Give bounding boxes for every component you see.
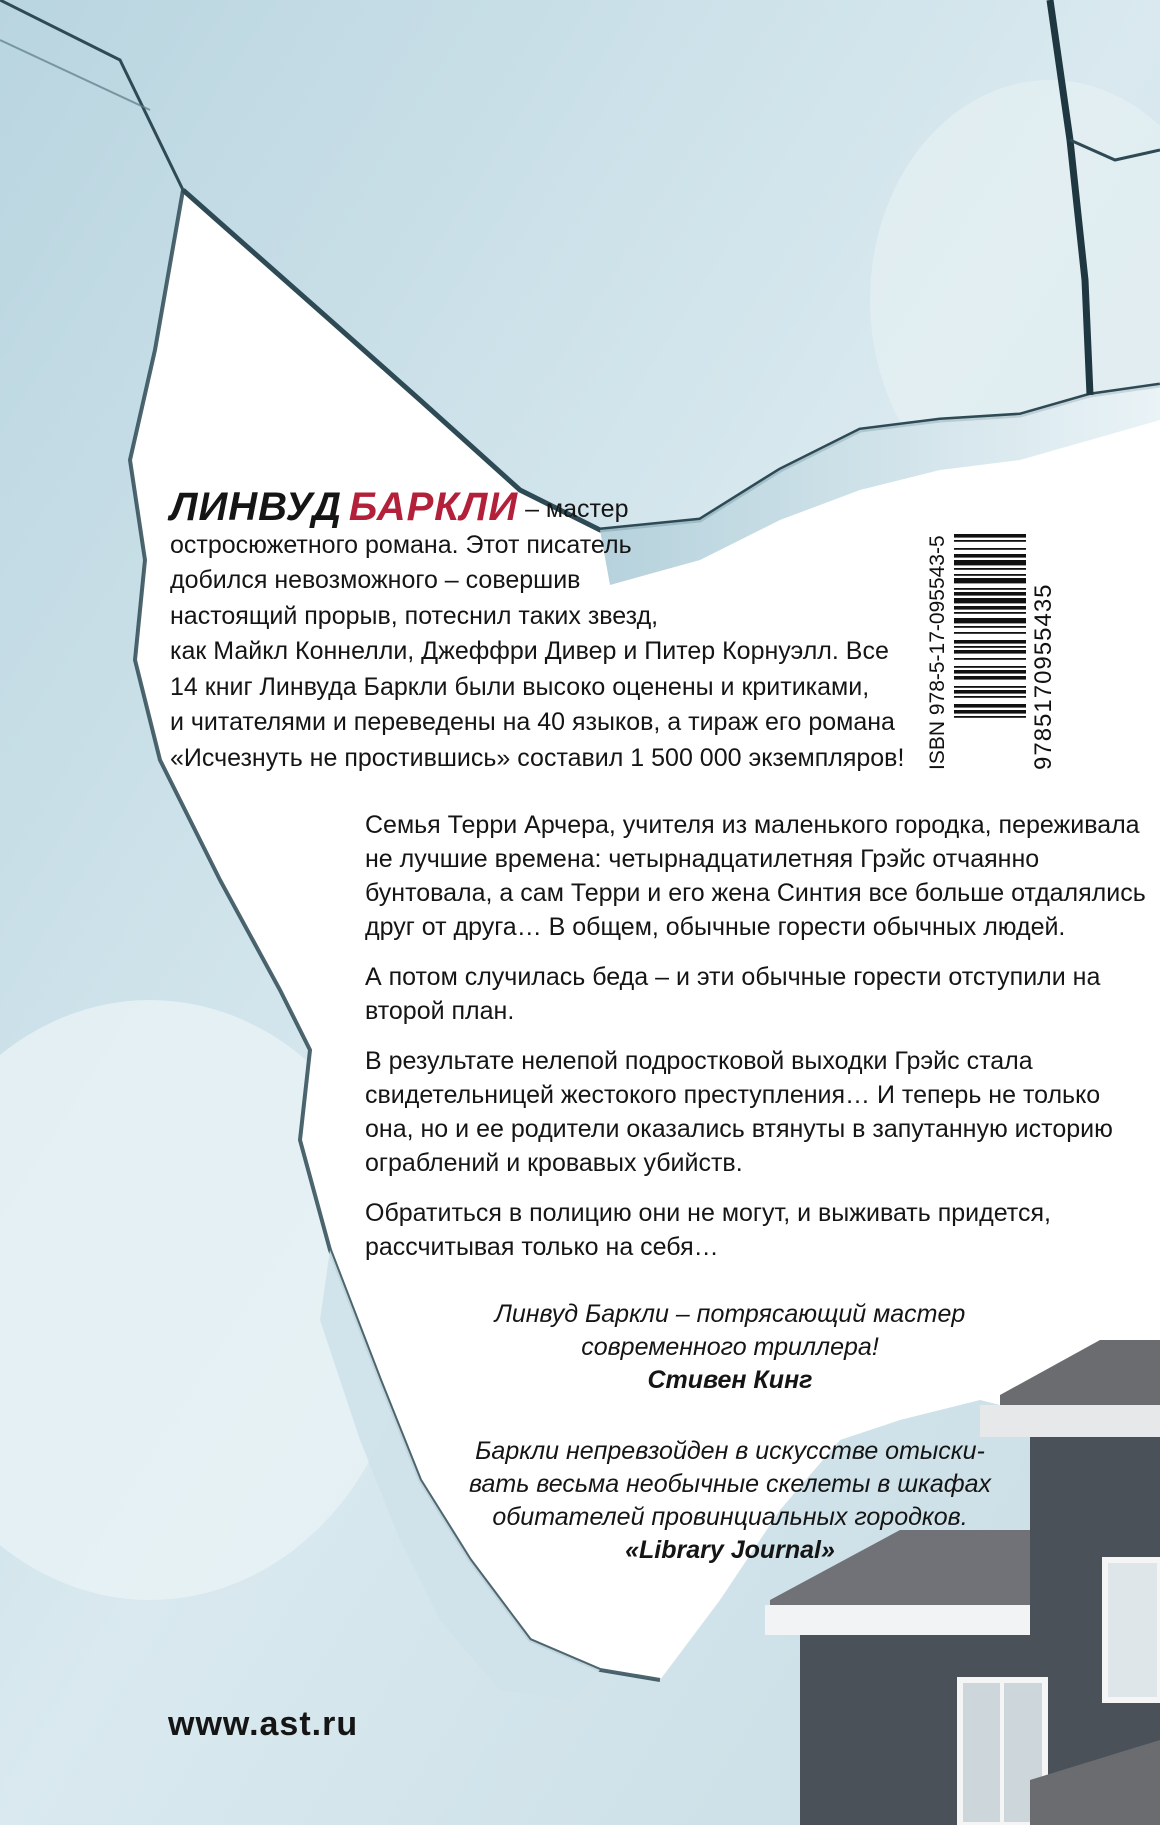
synopsis: [365, 808, 1146, 1280]
barcode-bar: [954, 560, 1026, 565]
barcode-bar: [954, 704, 1026, 708]
quote-line: Линвуд Баркли – потрясающий мастер: [494, 1300, 966, 1328]
synopsis-paragraph: [365, 808, 1146, 944]
barcode-bar: [954, 548, 1026, 550]
barcode-bar: [954, 534, 1026, 538]
barcode-bar: [954, 540, 1026, 542]
barcode-bar: [954, 686, 1026, 688]
barcode-bar: [954, 612, 1026, 614]
ean-digits: 9785170955435: [1030, 583, 1057, 770]
synopsis-line: ограблений и кровавых убийств.: [365, 1149, 743, 1177]
barcode-bar: [954, 640, 1026, 644]
quote-source: Стивен Кинг: [647, 1366, 813, 1394]
synopsis-paragraph: [365, 1196, 1085, 1264]
author-first-name: ЛИНВУД: [170, 485, 342, 529]
barcode-bar: [954, 690, 1026, 694]
quote-source: «Library Journal»: [625, 1536, 835, 1564]
barcode-bar: [954, 646, 1026, 648]
isbn-number: ISBN 978-5-17-095543-5: [926, 535, 949, 770]
synopsis-paragraph: [365, 1044, 1113, 1180]
barcode-bar: [954, 554, 1026, 558]
barcode-bar: [954, 606, 1026, 610]
bio-line: настоящий прорыв, потеснил таких звезд,: [170, 601, 659, 630]
barcode-bar: [954, 716, 1026, 718]
synopsis-line: второй план.: [365, 997, 515, 1025]
synopsis-line: рассчитывая только на себя…: [365, 1233, 719, 1261]
bio-line: «Исчезнуть не простившись» составил 1 500 000 экземпляров!: [170, 743, 905, 772]
barcode-bar: [954, 650, 1026, 654]
bio-line: остросюжетного романа. Этот писатель: [170, 530, 632, 559]
author-bio: [170, 485, 905, 776]
quote-line: вать весьма необычные скелеты в шкафах: [468, 1470, 992, 1498]
synopsis-line: А потом случилась беда – и эти обычные горести отступили на: [365, 963, 1101, 991]
barcode-bar: [954, 666, 1026, 668]
barcode-bar: [954, 658, 1026, 660]
barcode-bar: [954, 626, 1026, 628]
barcode-bar: [954, 592, 1026, 596]
isbn-barcode: [924, 530, 1060, 775]
bio-intro: – мастер: [518, 495, 629, 523]
author-last-name: БАРКЛИ: [348, 485, 519, 529]
review-quotes: [440, 1298, 1020, 1605]
synopsis-line: она, но и ее родители оказались втянуты в запутанную историю: [365, 1115, 1113, 1143]
barcode-bar: [954, 696, 1026, 698]
synopsis-line: свидетельницей жестокого преступления… И теперь не только: [365, 1081, 1101, 1109]
synopsis-line: бунтовала, а сам Терри и его жена Синтия все больше отдалялись: [365, 879, 1146, 907]
barcode-bar: [954, 618, 1026, 623]
barcode-bar: [954, 632, 1026, 634]
synopsis-line: друг от друга… В общем, обычные горести обычных людей.: [365, 913, 1066, 941]
publisher-website[interactable]: www.ast.ru: [168, 1705, 359, 1743]
bio-first-line: [170, 485, 890, 529]
barcode-bar: [954, 670, 1026, 674]
barcode-bar: [954, 578, 1026, 583]
bio-line: и читателями и переведены на 40 языков, а тираж его романа: [170, 708, 895, 736]
synopsis-line: Семья Терри Арчера, учителя из маленького городка, переживала: [365, 811, 1140, 839]
barcode-bar: [954, 574, 1026, 576]
synopsis-paragraph: [365, 960, 1101, 1028]
bio-line: добился невозможного – совершив: [170, 566, 581, 594]
barcode-bar: [954, 568, 1026, 570]
barcode-bar: [954, 598, 1026, 603]
review-quote: [440, 1298, 1020, 1397]
review-quote: [440, 1435, 1020, 1567]
quote-line: Баркли непревзойден в искусстве отыски-: [475, 1437, 985, 1465]
quote-line: обитателей провинциальных городков.: [492, 1503, 968, 1531]
synopsis-line: Обратиться в полицию они не могут, и выживать придется,: [365, 1199, 1051, 1227]
barcode-bar: [954, 676, 1026, 680]
bio-line: 14 книг Линвуда Баркли были высоко оценены и критиками,: [170, 672, 870, 701]
barcode-bar: [954, 588, 1026, 590]
synopsis-line: не лучшие времена: четырнадцатилетняя Грэйс отчаянно: [365, 845, 1040, 873]
barcode-bar: [954, 710, 1026, 714]
bio-line: как Майкл Коннелли, Джеффри Дивер и Питер Корнуэлл. Все: [170, 637, 889, 665]
quote-line: современного триллера!: [581, 1333, 879, 1361]
synopsis-line: В результате нелепой подростковой выходки Грэйс стала: [365, 1047, 1033, 1075]
